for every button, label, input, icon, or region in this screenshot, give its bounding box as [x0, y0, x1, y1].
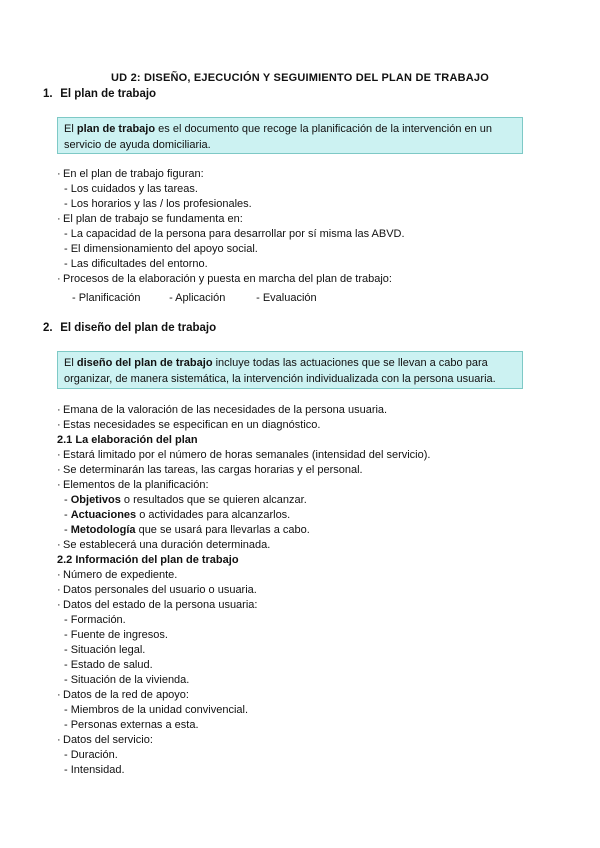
section-2-number: 2. — [43, 322, 53, 334]
list-subitem: - Los cuidados y las tareas. — [64, 183, 198, 195]
proceso-item: - Aplicación — [169, 292, 226, 304]
list-item: · Elementos de la planificación: — [57, 479, 209, 491]
list-item: · Datos de la red de apoyo: — [57, 689, 189, 701]
procesos-row — [72, 291, 317, 306]
proceso-item: - Planificación — [72, 292, 141, 304]
list-subitem: - Actuaciones o actividades para alcanzarlos. — [64, 509, 291, 521]
list-subitem: - Objetivos o resultados que se quieren alcanzar. — [64, 494, 307, 506]
list-subitem: - Duración. — [64, 749, 118, 761]
list-subitem: - Fuente de ingresos. — [64, 629, 168, 641]
list-subitem: - Formación. — [64, 614, 126, 626]
subsection-2-2-heading: 2.2 Información del plan de trabajo — [57, 554, 239, 566]
definition-term: plan de trabajo — [76, 123, 156, 135]
list-item: · Datos del estado de la persona usuaria: — [57, 599, 258, 611]
list-item: · Se determinarán las tareas, las cargas horarias y el personal. — [57, 464, 363, 476]
list-subitem: - Metodología que se usará para llevarlas a cabo. — [64, 524, 310, 536]
definition-text: El — [64, 123, 77, 135]
section-2-list — [57, 403, 537, 778]
list-subitem: - Situación de la vivienda. — [64, 674, 190, 686]
section-2-heading — [43, 322, 216, 334]
definition-text: servicio de ayuda domiciliaria. — [64, 139, 211, 151]
list-subitem: - Intensidad. — [64, 764, 125, 776]
list-item: · El plan de trabajo se fundamenta en: — [57, 213, 243, 225]
list-item: · Datos personales del usuario o usuaria. — [57, 584, 257, 596]
list-item: · Estas necesidades se especifican en un diagnóstico. — [57, 419, 321, 431]
list-item: · Datos del servicio: — [57, 734, 153, 746]
list-item: · Procesos de la elaboración y puesta en marcha del plan de trabajo: — [57, 273, 392, 285]
list-subitem: - Miembros de la unidad convivencial. — [64, 704, 249, 716]
list-subitem: - Los horarios y las / los profesionales. — [64, 198, 252, 210]
list-item: · Se establecerá una duración determinada. — [57, 539, 271, 551]
definition-text: es el documento que recoge la planificación de la intervención en un — [155, 123, 493, 135]
list-subitem: - Las dificultades del entorno. — [64, 258, 208, 270]
section-1-list — [57, 167, 537, 287]
definition-text: El — [64, 357, 77, 369]
proceso-item: - Evaluación — [256, 292, 317, 304]
section-1-title: El plan de trabajo — [60, 88, 157, 100]
subsection-2-1-heading: 2.1 La elaboración del plan — [57, 434, 198, 446]
definition-box-diseno — [57, 351, 523, 389]
list-subitem: - Personas externas a esta. — [64, 719, 199, 731]
list-subitem: - El dimensionamiento del apoyo social. — [64, 243, 258, 255]
list-item: · En el plan de trabajo figuran: — [57, 168, 204, 180]
document-title: UD 2: DISEÑO, EJECUCIÓN Y SEGUIMIENTO DEL PLAN DE TRABAJO — [111, 72, 489, 84]
section-2-title: El diseño del plan de trabajo — [60, 322, 217, 334]
list-subitem: - La capacidad de la persona para desarrollar por sí misma las ABVD. — [64, 228, 405, 240]
list-subitem: - Situación legal. — [64, 644, 146, 656]
definition-text: incluye todas las actuaciones que se llevan a cabo para — [212, 357, 488, 369]
definition-term: diseño del plan de trabajo — [76, 357, 213, 369]
list-subitem: - Estado de salud. — [64, 659, 153, 671]
list-item: · Estará limitado por el número de horas semanales (intensidad del servicio). — [57, 449, 431, 461]
list-item: · Número de expediente. — [57, 569, 178, 581]
section-1-number: 1. — [43, 88, 53, 100]
definition-box-plan-de-trabajo — [57, 117, 523, 154]
definition-text: organizar, de manera sistemática, la intervención individualizada con la persona usuaria. — [64, 373, 496, 385]
list-item: · Emana de la valoración de las necesidades de la persona usuaria. — [57, 404, 388, 416]
section-1-heading — [43, 88, 156, 100]
